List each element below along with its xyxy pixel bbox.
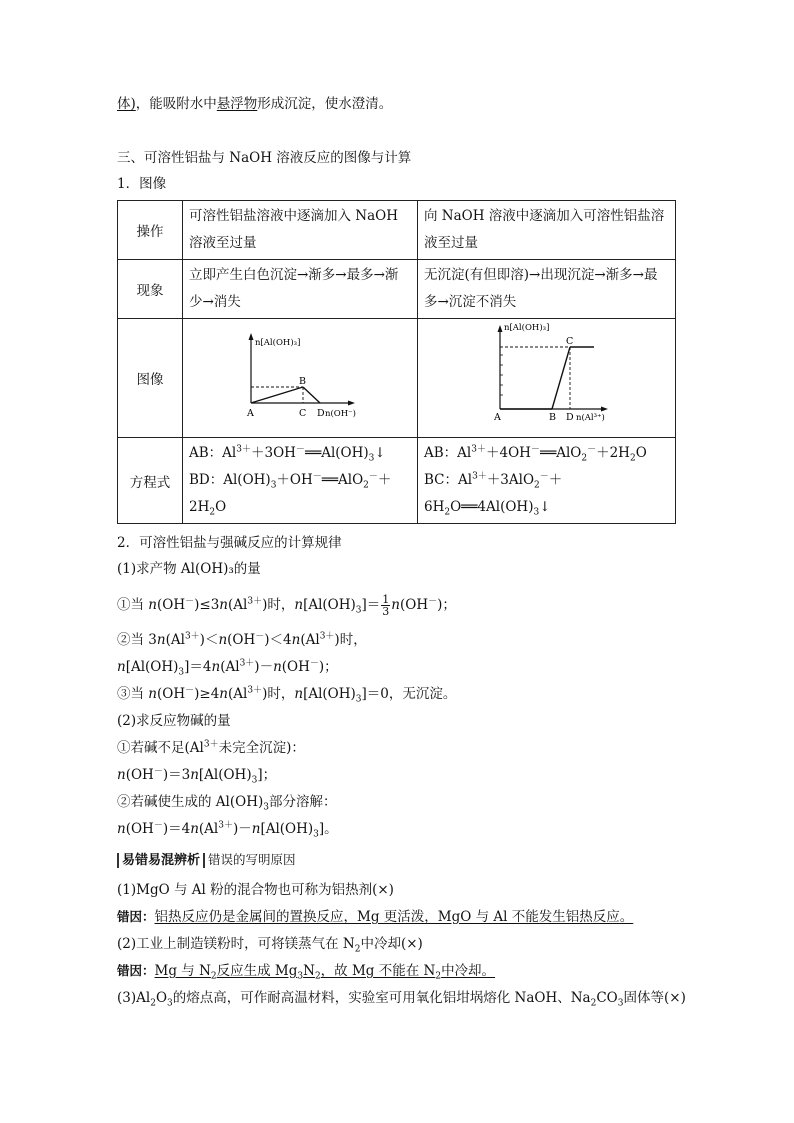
graph-right-x-label: n(Al³⁺) (576, 413, 605, 423)
subsection-1-title: 1．图像 (117, 176, 167, 192)
graph-right-x-arrow (601, 407, 608, 412)
graph-left-point-c: C (299, 408, 307, 419)
graph-right-y-label: n[Al(OH)₃] (504, 323, 550, 333)
table-row-equation (118, 438, 676, 524)
bianxi-note: 错误的写明原因 (208, 852, 296, 867)
graph-right-point-b: B (549, 412, 556, 423)
subsection-2-title: 2．可溶性铝盐与强碱反应的计算规律 (117, 535, 342, 551)
rule-2-title: (2)求反应物碱的量 (117, 713, 231, 729)
rule-2-case-2: ②若碱使生成的 $Al(OH)_3$部分溶解： (117, 794, 337, 813)
table-row-operation (118, 201, 676, 260)
graph-left-y-label: n[Al(OH)₃] (255, 338, 301, 348)
rule-2-case-1-result: $n(OH^-)=3n[Al(OH)_3]$； (117, 766, 277, 786)
section-3-title: 三、可溶性铝盐与 NaOH 溶液反应的图像与计算 (117, 150, 412, 166)
table-cell-phenomenon-left: 立即产生白色沉淀→渐多→最多→渐少→消失 (183, 260, 418, 319)
equation-bc-right: BC：$Al^{3+}+3AlO_2^-+$ (424, 471, 563, 491)
graph-left-x-label: n(OH⁻) (325, 409, 356, 419)
rule-1-case-2: ②当 $3n(Al^{3+})<n(OH^-)<4n(Al^{3+})$时， (117, 631, 367, 648)
graph-left-x-arrow (348, 401, 355, 406)
equation-bd-left-cont: $2H_2O$ (189, 499, 227, 518)
graph-left-y-arrow (249, 333, 254, 340)
table-head-graph: 图像 (118, 319, 183, 438)
bianxi-tag: 易错易混辨析 (117, 853, 205, 868)
rule-1-case-3: ③当 $n(OH^-)\ge 4n(Al^{3+})$时，$n[Al(OH)_3]=0$，无沉淀。 (117, 685, 457, 705)
graph-right (418, 319, 672, 427)
table-head-equation: 方程式 (118, 438, 183, 524)
equation-ab-left: AB：$Al^{3+}+3OH^-══Al(OH)_3↓$ (189, 444, 386, 464)
graph-right-y-arrow (498, 325, 503, 332)
equation-bc-right-cont: $6H_2O══4Al(OH)_3↓$ (424, 499, 551, 518)
table-head-operation: 操作 (118, 201, 183, 260)
equation-ab-right: AB：$Al^{3+}+4OH^-══AlO_2^-+2H_2O$ (424, 444, 647, 464)
graph-right-point-c: C (566, 336, 574, 347)
graph-right-line-bc (552, 347, 570, 409)
equation-bd-left: BD：$Al(OH)_3+OH^-══AlO_2^-+$ (189, 471, 392, 491)
table-row-phenomenon (118, 260, 676, 319)
graph-right-point-d: D (566, 412, 574, 423)
table-row-graph (118, 319, 676, 438)
graph-left-point-b: B (299, 376, 306, 387)
table-head-phenomenon: 现象 (118, 260, 183, 319)
graph-left-line-ab (251, 387, 303, 403)
table-cell-equation-left (183, 438, 418, 524)
fraction-one-third: $\frac{1}{3}$ (382, 593, 390, 618)
rule-1-case-1: ①当 $n(OH^-)\le 3n(Al^{3+})$时，$n[Al(OH)_3]=$ $\frac{1}{3}$ n(OH－)； (117, 593, 456, 618)
graph-left (183, 319, 417, 427)
table-cell-equation-right (418, 438, 676, 524)
rule-2-case-1: ①若碱不足($Al^{3+}$未完全沉淀)： (117, 739, 305, 756)
table-cell-operation-left: 可溶性铝盐溶液中逐滴加入 NaOH 溶液至过量 (183, 201, 418, 260)
table-cell-phenomenon-right: 无沉淀(有但即溶)→出现沉淀→渐多→最多→沉淀不消失 (418, 260, 676, 319)
bianxi-header (117, 850, 296, 871)
rule-2-case-2-result: $n(OH^-)=4n(Al^{3+})-n[Al(OH)_3]$。 (117, 820, 338, 840)
table-cell-graph-right (418, 319, 676, 438)
rule-1-case-2-result: $n[Al(OH)_3]=4n(Al^{3+})-n(OH^-)$； (117, 658, 338, 678)
graph-left-point-d: D (317, 408, 325, 419)
table-cell-operation-right: 向 NaOH 溶液中逐滴加入可溶性铝盐溶液至过量 (418, 201, 676, 260)
table-cell-graph-left (183, 319, 418, 438)
mistake-1-question: (1)MgO 与 Al 粉的混合物也可称为铝热剂(×) (117, 882, 394, 898)
graph-left-line-bc (303, 387, 320, 403)
graph-right-point-a: A (494, 412, 501, 423)
graph-left-point-a: A (247, 408, 254, 419)
mistake-2-reason: 错因：Mg 与 $N_2$反应生成 $Mg_3N_2$，故 Mg 不能在 $N_2$中冷却。 (117, 963, 496, 982)
intro-line: 体)，能吸附水中悬浮物形成沉淀，使水澄清。 (117, 96, 393, 112)
mistake-1-reason: 错因：铝热反应仍是金属间的置换反应，Mg 更活泼，MgO 与 Al 不能发生铝热反应。 (117, 909, 634, 925)
mistake-3-question: $(3)Al_2O_3$的熔点高，可作耐高温材料，实验室可用氧化铝坩埚熔化 NaOH、$Na_2CO_3$固体等(×) (117, 990, 686, 1009)
mistake-2-question: (2)工业上制造镁粉时，可将镁蒸气在 $N_2$中冷却(×) (117, 936, 423, 955)
graph-table (117, 200, 676, 524)
rule-1-title: (1)求产物 Al(OH)₃的量 (117, 561, 261, 577)
